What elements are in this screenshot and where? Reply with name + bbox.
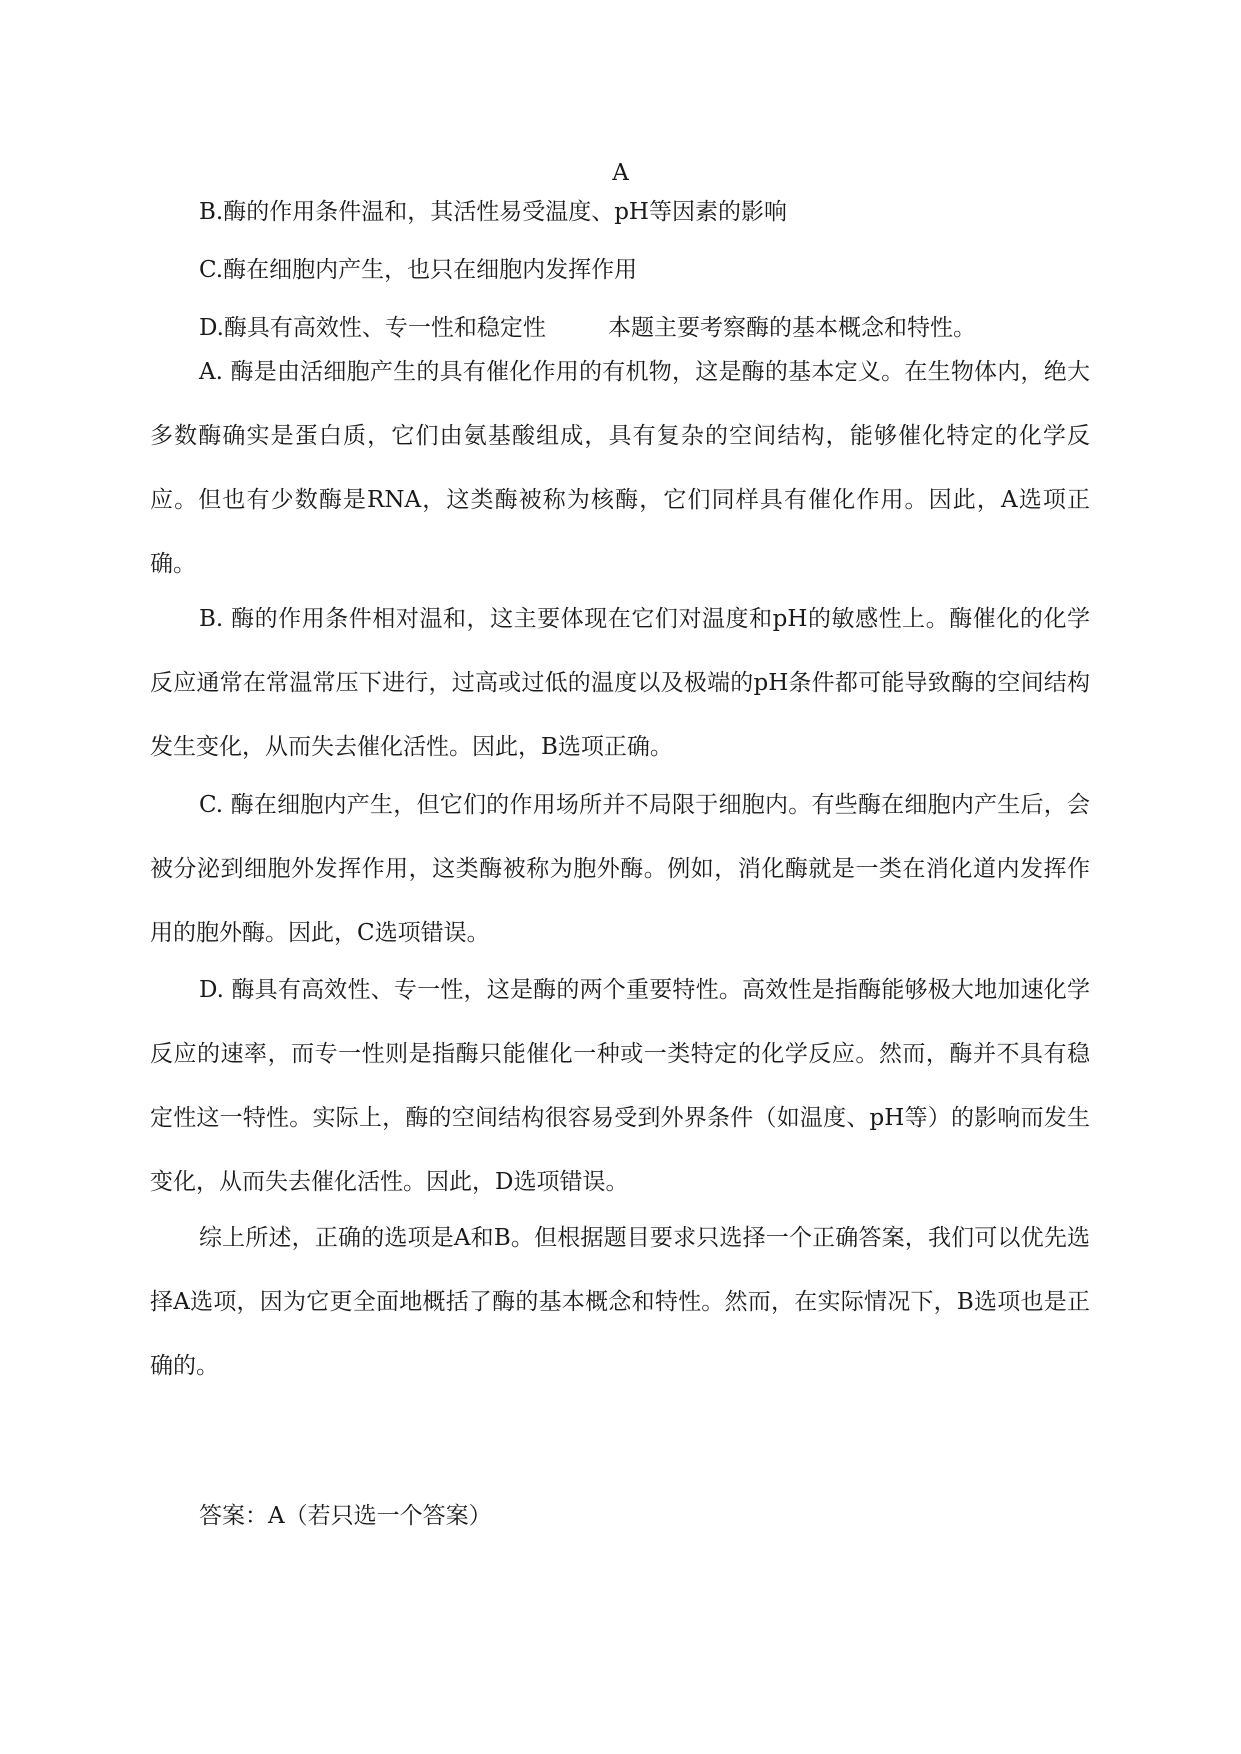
analysis-option-c: C. 酶在细胞内产生，但它们的作用场所并不局限于细胞内。有些酶在细胞内产生后，会被分泌到细胞外发挥作用，这类酶被称为胞外酶。例如，消化酶就是一类在消化道内发挥作用的胞外酶。因此，C选项错误。 [150, 792, 1090, 946]
analysis-option-d: D. 酶具有高效性、专一性，这是酶的两个重要特性。高效性是指酶能够极大地加速化学反应的速率，而专一性则是指酶只能催化一种或一类特定的化学反应。然而，酶并不具有稳定性这一特性。实际上，酶的空间结构很容易受到外界条件（如温度、pH等）的影响而发生变化，从而失去催化活性。因此，D选项错误。 [150, 977, 1090, 1195]
final-answer: 答案：A（若只选一个答案） [199, 1503, 492, 1529]
option-d: D.酶具有高效性、专一性和稳定性 [199, 315, 546, 341]
analysis-summary: 综上所述，正确的选项是A和B。但根据题目要求只选择一个正确答案，我们可以优先选择A选项，因为它更全面地概括了酶的基本概念和特性。然而，在实际情况下，B选项也是正确的。 [150, 1225, 1090, 1379]
analysis-option-a: A. 酶是由活细胞产生的具有催化作用的有机物，这是酶的基本定义。在生物体内，绝大多数酶确实是蛋白质，它们由氨基酸组成，具有复杂的空间结构，能够催化特定的化学反应。但也有少数酶是RNA，这类酶被称为核酶，它们同样具有催化作用。因此，A选项正确。 [150, 359, 1090, 577]
option-b: B.酶的作用条件温和，其活性易受温度、pH等因素的影响 [199, 199, 787, 225]
option-c: C.酶在细胞内产生，也只在细胞内发挥作用 [199, 257, 638, 283]
analysis-option-b: B. 酶的作用条件相对温和，这主要体现在它们对温度和pH的敏感性上。酶催化的化学反应通常在常温常压下进行，过高或过低的温度以及极端的pH条件都可能导致酶的空间结构发生变化，从而失去催化活性。因此，B选项正确。 [150, 606, 1090, 760]
answer-letter-heading: A [612, 160, 629, 186]
analysis-intro: 本题主要考察酶的基本概念和特性。 [607, 315, 976, 341]
